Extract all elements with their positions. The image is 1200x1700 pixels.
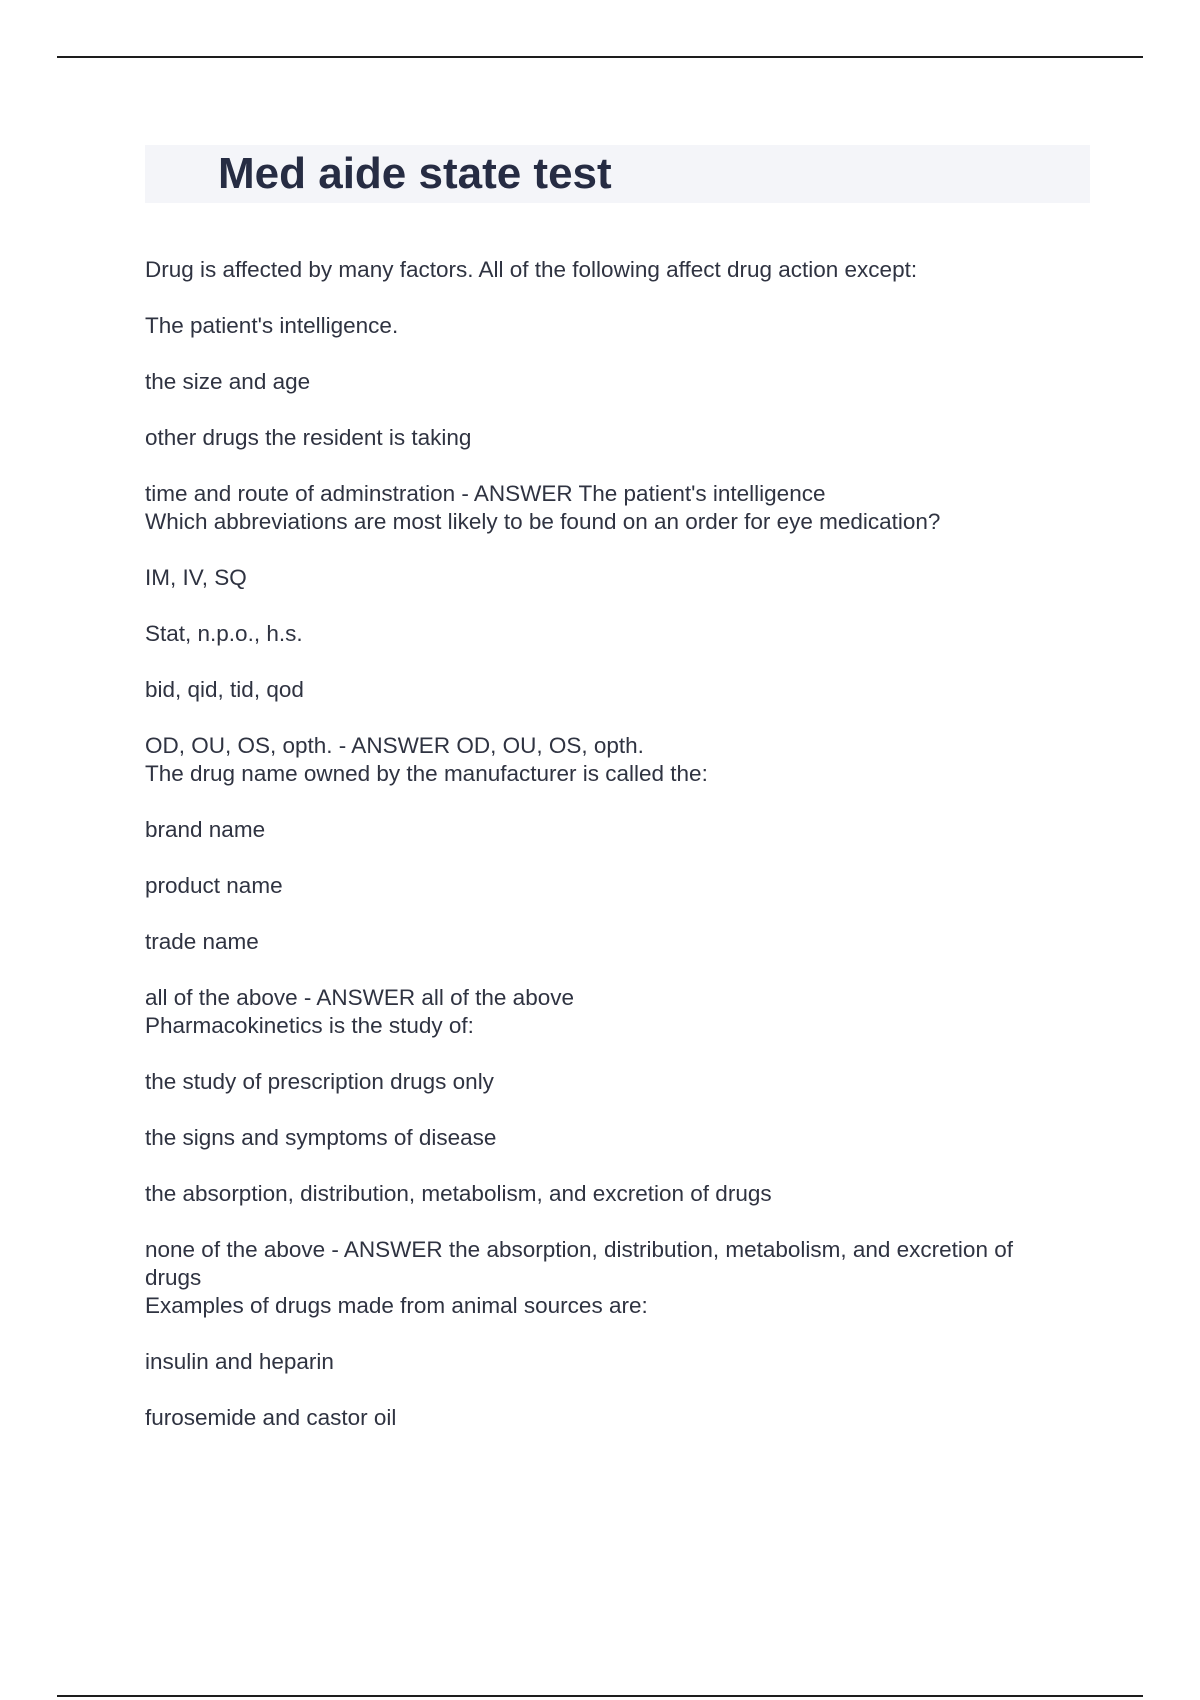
text-line: Which abbreviations are most likely to be found on an order for eye medication? [145, 509, 941, 534]
text-line: bid, qid, tid, qod [145, 677, 304, 702]
text-paragraph [145, 984, 1090, 1040]
text-line: the signs and symptoms of disease [145, 1125, 497, 1150]
text-line: Pharmacokinetics is the study of: [145, 1013, 474, 1038]
text-paragraph [145, 816, 1090, 844]
text-line: other drugs the resident is taking [145, 425, 472, 450]
text-line: The patient's intelligence. [145, 313, 399, 338]
text-paragraph [145, 1348, 1090, 1376]
text-line: drugs [145, 1265, 202, 1290]
text-line: the absorption, distribution, metabolism, and excretion of drugs [145, 1181, 772, 1206]
text-line: insulin and heparin [145, 1349, 334, 1374]
text-line: time and route of adminstration - ANSWER The patient's intelligence [145, 481, 826, 506]
page-title: Med aide state test [218, 149, 612, 198]
footer-rule [57, 1695, 1143, 1697]
text-paragraph [145, 1236, 1090, 1320]
text-paragraph [145, 1404, 1090, 1432]
text-paragraph [145, 564, 1090, 592]
text-line: all of the above - ANSWER all of the above [145, 985, 574, 1010]
text-line: Drug is affected by many factors. All of the following affect drug action except: [145, 257, 918, 282]
text-paragraph [145, 732, 1090, 788]
text-line: trade name [145, 929, 259, 954]
text-paragraph [145, 928, 1090, 956]
text-paragraph [145, 312, 1090, 340]
text-paragraph [145, 480, 1090, 536]
text-paragraph [145, 256, 1090, 284]
text-paragraph [145, 872, 1090, 900]
text-line: Stat, n.p.o., h.s. [145, 621, 303, 646]
text-line: the study of prescription drugs only [145, 1069, 494, 1094]
text-line: the size and age [145, 369, 311, 394]
text-line: IM, IV, SQ [145, 565, 247, 590]
text-line: product name [145, 873, 283, 898]
text-line: brand name [145, 817, 266, 842]
document-body [145, 256, 1090, 1460]
text-line: none of the above - ANSWER the absorption, distribution, metabolism, and excretion of [145, 1237, 1013, 1262]
header-rule [57, 56, 1143, 58]
text-paragraph [145, 1068, 1090, 1096]
text-line: The drug name owned by the manufacturer is called the: [145, 761, 708, 786]
text-line: Examples of drugs made from animal sources are: [145, 1293, 648, 1318]
text-paragraph [145, 1124, 1090, 1152]
text-line: furosemide and castor oil [145, 1405, 397, 1430]
text-paragraph [145, 424, 1090, 452]
text-paragraph [145, 1180, 1090, 1208]
text-paragraph [145, 620, 1090, 648]
text-paragraph [145, 676, 1090, 704]
text-line: OD, OU, OS, opth. - ANSWER OD, OU, OS, opth. [145, 733, 644, 758]
title-band [145, 145, 1090, 203]
text-paragraph [145, 368, 1090, 396]
